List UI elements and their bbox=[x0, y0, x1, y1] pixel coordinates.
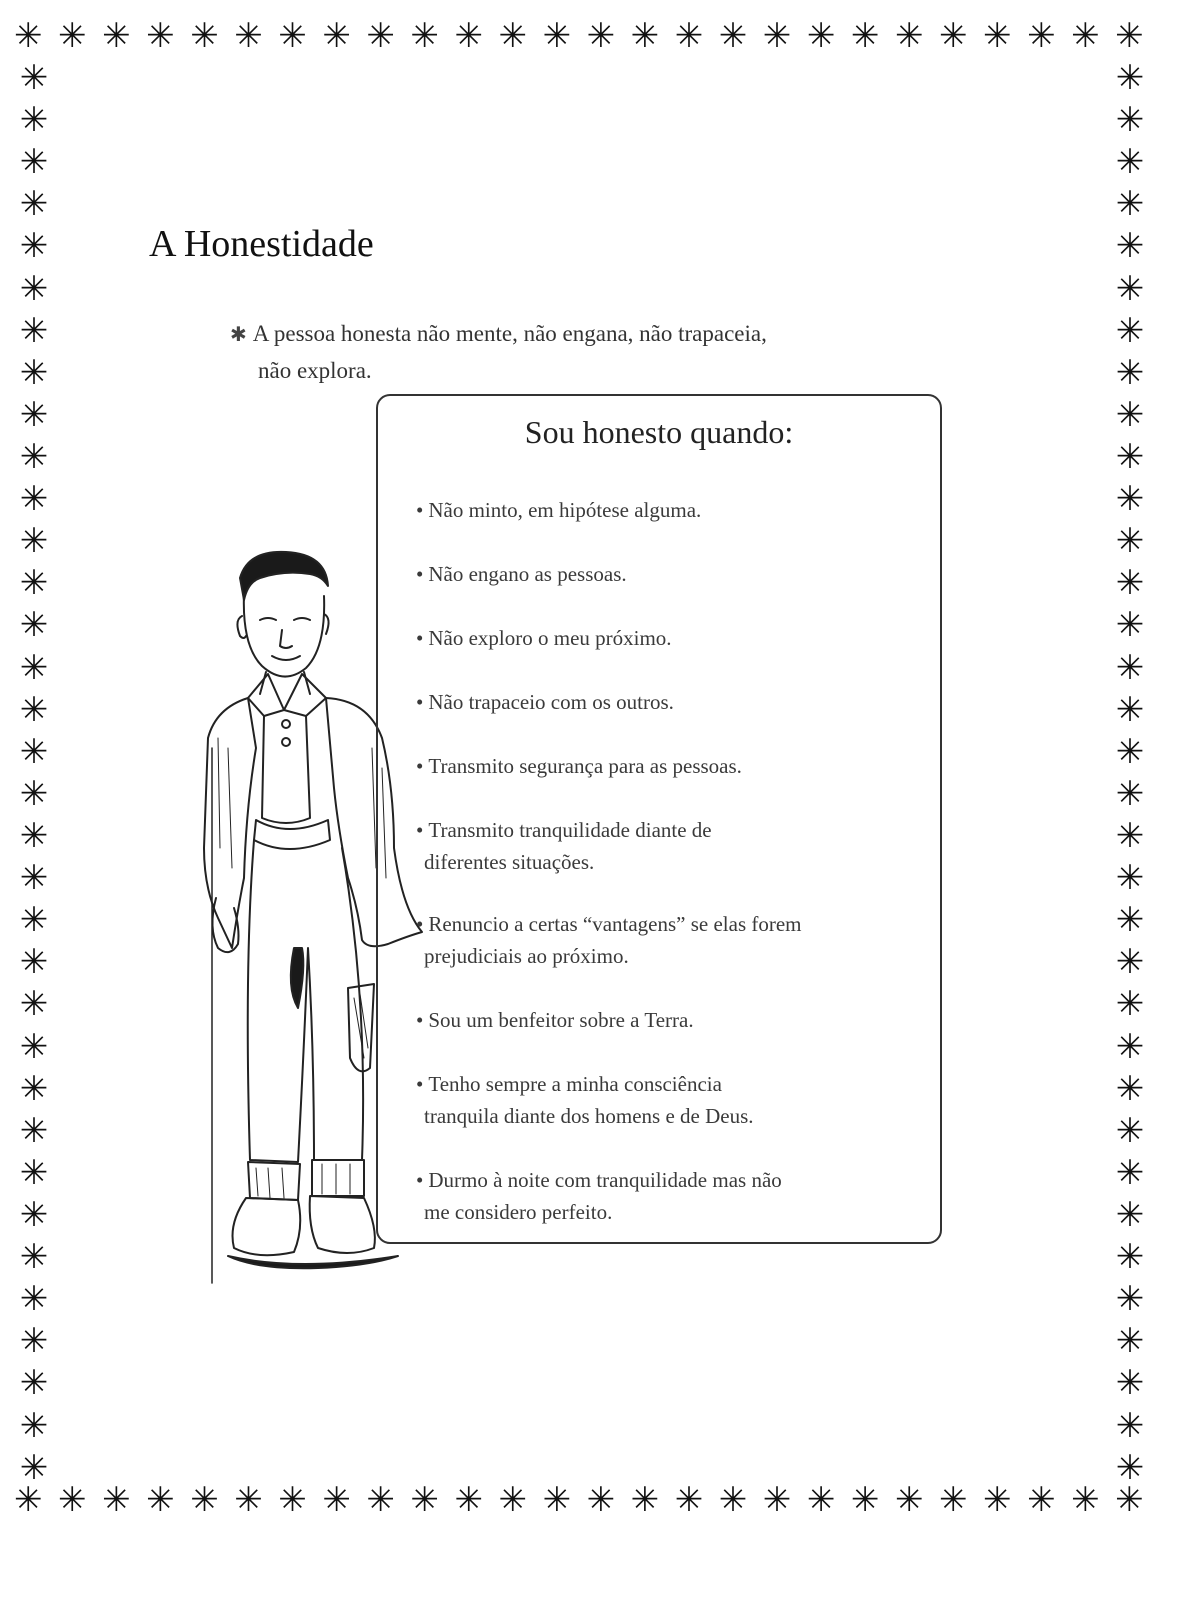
border-flower-icon: ✳ bbox=[366, 16, 395, 56]
list-item-text-continued: prejudiciais ao próximo. bbox=[424, 944, 629, 968]
border-flower-icon: ✳ bbox=[938, 1480, 968, 1520]
border-left bbox=[14, 58, 54, 1488]
list-item bbox=[416, 494, 936, 526]
border-flower-icon: ✳ bbox=[278, 16, 307, 56]
border-flower-icon: ✳ bbox=[1115, 1279, 1145, 1320]
border-flower-icon: ✳ bbox=[630, 1480, 660, 1520]
border-flower-icon: ✳ bbox=[983, 1480, 1012, 1520]
list-item bbox=[416, 622, 936, 654]
border-flower-icon: ✳ bbox=[19, 1026, 49, 1067]
intro-line-2: não explora. bbox=[258, 358, 372, 383]
border-flower-icon: ✳ bbox=[102, 16, 131, 56]
border-flower-icon: ✳ bbox=[19, 731, 49, 772]
border-flower-icon: ✳ bbox=[19, 858, 49, 899]
border-flower-icon: ✳ bbox=[58, 16, 87, 56]
border-flower-icon: ✳ bbox=[1115, 1480, 1144, 1520]
list-item-text: Tenho sempre a minha consciência bbox=[428, 1072, 722, 1096]
list-item-text-continued: diferentes situações. bbox=[424, 850, 595, 874]
list-item-text: Não engano as pessoas. bbox=[428, 562, 627, 586]
border-flower-icon: ✳ bbox=[718, 16, 748, 56]
border-flower-icon: ✳ bbox=[1115, 58, 1145, 98]
border-flower-icon: ✳ bbox=[14, 1480, 43, 1520]
list-item bbox=[416, 1164, 936, 1228]
list-item bbox=[416, 558, 936, 590]
border-flower-icon: ✳ bbox=[19, 184, 49, 225]
border-flower-icon: ✳ bbox=[410, 16, 439, 56]
border-flower-icon: ✳ bbox=[19, 226, 49, 267]
border-flower-icon: ✳ bbox=[1115, 1068, 1145, 1109]
border-flower-icon: ✳ bbox=[1115, 521, 1145, 562]
border-flower-icon: ✳ bbox=[1115, 479, 1145, 520]
nose bbox=[280, 630, 292, 648]
bullet-icon: • bbox=[416, 754, 424, 778]
border-flower-icon: ✳ bbox=[894, 1480, 924, 1520]
border-flower-icon: ✳ bbox=[1115, 731, 1145, 772]
border-flower-icon: ✳ bbox=[190, 1480, 219, 1520]
border-flower-icon: ✳ bbox=[762, 1480, 792, 1520]
bullet-icon: • bbox=[416, 818, 424, 842]
border-flower-icon: ✳ bbox=[1115, 184, 1145, 225]
border-flower-icon: ✳ bbox=[674, 1480, 704, 1520]
border-flower-icon: ✳ bbox=[1115, 1237, 1145, 1278]
border-flower-icon: ✳ bbox=[1071, 16, 1100, 56]
border-flower-icon: ✳ bbox=[983, 16, 1012, 56]
border-flower-icon: ✳ bbox=[1115, 984, 1145, 1025]
bullet-icon: • bbox=[416, 1072, 424, 1096]
border-flower-icon: ✳ bbox=[1115, 1152, 1145, 1193]
border-flower-icon: ✳ bbox=[19, 268, 49, 309]
shirt-button-1 bbox=[282, 720, 290, 728]
jacket-stripes bbox=[218, 738, 386, 878]
sock-ribs bbox=[256, 1164, 350, 1198]
border-flower-icon: ✳ bbox=[19, 647, 49, 688]
border-flower-icon: ✳ bbox=[1115, 142, 1145, 183]
border-flower-icon: ✳ bbox=[498, 1480, 528, 1520]
border-flower-icon: ✳ bbox=[1115, 1110, 1145, 1151]
border-flower-icon: ✳ bbox=[19, 1068, 49, 1109]
bullet-icon: • bbox=[416, 1008, 424, 1032]
border-flower-icon: ✳ bbox=[19, 521, 49, 562]
border-flower-icon: ✳ bbox=[1115, 605, 1145, 646]
border-flower-icon: ✳ bbox=[366, 1480, 395, 1520]
border-flower-icon: ✳ bbox=[1115, 942, 1145, 983]
list-item bbox=[416, 1068, 936, 1132]
border-flower-icon: ✳ bbox=[19, 1237, 49, 1278]
list-item-text: Durmo à noite com tranquilidade mas não bbox=[428, 1168, 782, 1192]
border-flower-icon: ✳ bbox=[806, 16, 836, 56]
border-flower-icon: ✳ bbox=[1115, 563, 1145, 604]
border-flower-icon: ✳ bbox=[19, 394, 49, 435]
hair bbox=[240, 552, 328, 600]
list-item-text: Transmito tranquilidade diante de bbox=[428, 818, 712, 842]
border-flower-icon: ✳ bbox=[19, 563, 49, 604]
border-flower-icon: ✳ bbox=[1115, 689, 1145, 730]
border-flower-icon: ✳ bbox=[19, 1279, 49, 1320]
list-item bbox=[416, 908, 936, 972]
trouser-shadow bbox=[291, 948, 304, 1008]
socks bbox=[248, 1160, 364, 1200]
intro-line-1: A pessoa honesta não mente, não engana, não trapaceia, bbox=[252, 321, 767, 346]
list-item-text: Transmito segurança para as pessoas. bbox=[428, 754, 742, 778]
border-flower-icon: ✳ bbox=[19, 1152, 49, 1193]
bullet-icon: • bbox=[416, 562, 424, 586]
trousers bbox=[248, 840, 363, 1162]
mouth bbox=[272, 656, 300, 660]
border-flower-icon: ✳ bbox=[1115, 1405, 1145, 1446]
border-flower-icon: ✳ bbox=[1115, 647, 1145, 688]
border-flower-icon: ✳ bbox=[19, 984, 49, 1025]
border-flower-icon: ✳ bbox=[1115, 100, 1145, 141]
border-top bbox=[14, 16, 1144, 56]
border-flower-icon: ✳ bbox=[146, 16, 175, 56]
border-flower-icon: ✳ bbox=[19, 352, 49, 393]
border-flower-icon: ✳ bbox=[938, 16, 968, 56]
list-item bbox=[416, 686, 936, 718]
border-flower-icon: ✳ bbox=[102, 1480, 131, 1520]
border-flower-icon: ✳ bbox=[19, 1110, 49, 1151]
list-item-text: Não minto, em hipótese alguma. bbox=[428, 498, 702, 522]
border-flower-icon: ✳ bbox=[19, 1363, 49, 1404]
shoe-shadow bbox=[228, 1256, 398, 1268]
border-flower-icon: ✳ bbox=[542, 1480, 572, 1520]
bullet-icon: • bbox=[416, 690, 424, 714]
list-item bbox=[416, 1004, 936, 1036]
list-item-text: Renuncio a certas “vantagens” se elas forem bbox=[428, 912, 802, 936]
border-flower-icon: ✳ bbox=[19, 310, 49, 351]
border-flower-icon: ✳ bbox=[146, 1480, 175, 1520]
page-title: A Honestidade bbox=[149, 223, 374, 265]
bullet-icon: • bbox=[416, 912, 424, 936]
list-item-text-continued: me considero perfeito. bbox=[424, 1200, 613, 1224]
border-flower-icon: ✳ bbox=[1115, 1194, 1145, 1235]
border-flower-icon: ✳ bbox=[1115, 310, 1145, 351]
eyes bbox=[260, 618, 310, 620]
honesty-list-box bbox=[376, 394, 942, 1244]
belt bbox=[254, 820, 330, 849]
border-flower-icon: ✳ bbox=[1115, 16, 1144, 56]
border-right bbox=[1110, 58, 1150, 1488]
border-flower-icon: ✳ bbox=[762, 16, 792, 56]
head bbox=[244, 594, 324, 677]
border-flower-icon: ✳ bbox=[19, 142, 49, 183]
border-flower-icon: ✳ bbox=[14, 16, 43, 56]
border-flower-icon: ✳ bbox=[19, 436, 49, 477]
star-bullet-icon: ✱ bbox=[230, 324, 247, 346]
border-flower-icon: ✳ bbox=[1115, 1363, 1145, 1404]
border-flower-icon: ✳ bbox=[278, 1480, 307, 1520]
list-item bbox=[416, 814, 936, 878]
border-flower-icon: ✳ bbox=[19, 1194, 49, 1235]
border-flower-icon: ✳ bbox=[19, 1405, 49, 1446]
border-flower-icon: ✳ bbox=[630, 16, 660, 56]
border-flower-icon: ✳ bbox=[1027, 16, 1056, 56]
border-flower-icon: ✳ bbox=[850, 1480, 880, 1520]
shirt bbox=[262, 716, 310, 823]
border-flower-icon: ✳ bbox=[1115, 352, 1145, 393]
bullet-icon: • bbox=[416, 626, 424, 650]
collar bbox=[248, 674, 326, 716]
border-flower-icon: ✳ bbox=[19, 942, 49, 983]
border-flower-icon: ✳ bbox=[19, 1321, 49, 1362]
border-flower-icon: ✳ bbox=[542, 16, 572, 56]
border-flower-icon: ✳ bbox=[19, 1447, 49, 1488]
border-flower-icon: ✳ bbox=[454, 16, 483, 56]
border-flower-icon: ✳ bbox=[19, 689, 49, 730]
border-flower-icon: ✳ bbox=[234, 1480, 263, 1520]
border-flower-icon: ✳ bbox=[894, 16, 924, 56]
shoe-left bbox=[233, 1198, 301, 1255]
list-item-text: Sou um benfeitor sobre a Terra. bbox=[428, 1008, 694, 1032]
border-flower-icon: ✳ bbox=[1071, 1480, 1100, 1520]
border-flower-icon: ✳ bbox=[19, 815, 49, 856]
border-flower-icon: ✳ bbox=[586, 16, 616, 56]
border-flower-icon: ✳ bbox=[19, 58, 49, 98]
border-flower-icon: ✳ bbox=[19, 100, 49, 141]
shirt-button-2 bbox=[282, 738, 290, 746]
border-flower-icon: ✳ bbox=[1115, 900, 1145, 941]
border-flower-icon: ✳ bbox=[498, 16, 528, 56]
border-flower-icon: ✳ bbox=[1115, 394, 1145, 435]
border-flower-icon: ✳ bbox=[1115, 1026, 1145, 1067]
intro-paragraph bbox=[230, 316, 930, 389]
border-flower-icon: ✳ bbox=[1115, 1447, 1145, 1488]
border-bottom bbox=[14, 1480, 1144, 1520]
border-flower-icon: ✳ bbox=[1115, 268, 1145, 309]
border-flower-icon: ✳ bbox=[410, 1480, 439, 1520]
border-flower-icon: ✳ bbox=[190, 16, 219, 56]
border-flower-icon: ✳ bbox=[674, 16, 704, 56]
border-flower-icon: ✳ bbox=[1115, 858, 1145, 899]
border-flower-icon: ✳ bbox=[1115, 436, 1145, 477]
list-item-text: Não trapaceio com os outros. bbox=[428, 690, 674, 714]
list-item-text-continued: tranquila diante dos homens e de Deus. bbox=[424, 1104, 754, 1128]
border-flower-icon: ✳ bbox=[586, 1480, 616, 1520]
bullet-icon: • bbox=[416, 1168, 424, 1192]
box-title: Sou honesto quando: bbox=[524, 414, 794, 450]
border-flower-icon: ✳ bbox=[454, 1480, 483, 1520]
border-flower-icon: ✳ bbox=[58, 1480, 87, 1520]
border-flower-icon: ✳ bbox=[1115, 226, 1145, 267]
shoe-right bbox=[310, 1196, 375, 1253]
border-flower-icon: ✳ bbox=[1115, 815, 1145, 856]
border-flower-icon: ✳ bbox=[1027, 1480, 1056, 1520]
border-flower-icon: ✳ bbox=[19, 900, 49, 941]
border-flower-icon: ✳ bbox=[322, 1480, 351, 1520]
bullet-icon: • bbox=[416, 498, 424, 522]
border-flower-icon: ✳ bbox=[806, 1480, 836, 1520]
border-flower-icon: ✳ bbox=[1115, 1321, 1145, 1362]
list-item-text: Não exploro o meu próximo. bbox=[428, 626, 672, 650]
border-flower-icon: ✳ bbox=[19, 479, 49, 520]
border-flower-icon: ✳ bbox=[1115, 773, 1145, 814]
border-flower-icon: ✳ bbox=[718, 1480, 748, 1520]
border-flower-icon: ✳ bbox=[850, 16, 880, 56]
border-flower-icon: ✳ bbox=[322, 16, 351, 56]
list-item bbox=[416, 750, 936, 782]
border-flower-icon: ✳ bbox=[19, 605, 49, 646]
border-flower-icon: ✳ bbox=[19, 773, 49, 814]
border-flower-icon: ✳ bbox=[234, 16, 263, 56]
